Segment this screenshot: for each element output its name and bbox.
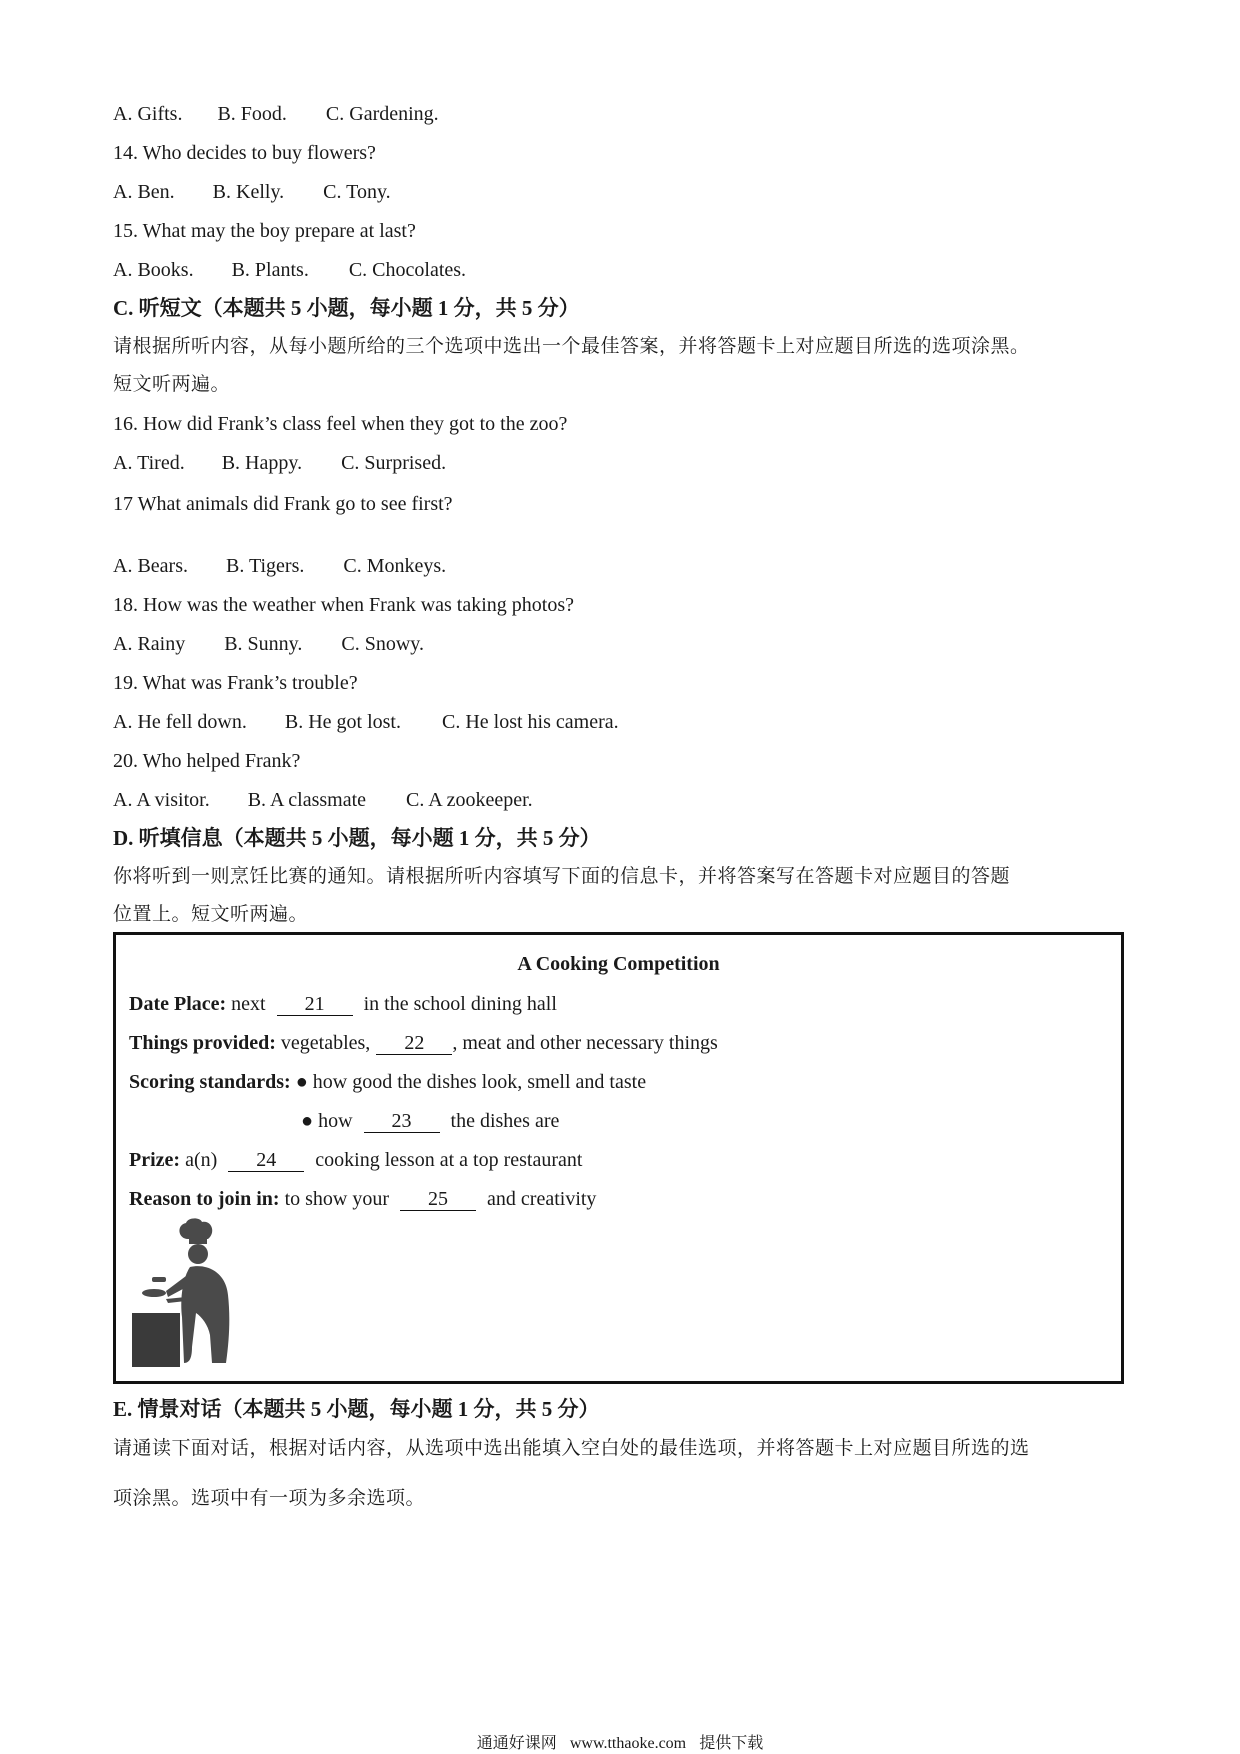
q17-option-a: A. Bears. xyxy=(113,555,188,577)
page-footer xyxy=(0,1730,1240,1753)
q19-option-a: A. He fell down. xyxy=(113,711,247,733)
q20-option-a: A. A visitor. xyxy=(113,789,210,811)
prize-pre: a(n) xyxy=(185,1149,218,1171)
card-row-reason xyxy=(129,1186,596,1212)
q16-option-b: B. Happy. xyxy=(221,452,303,474)
footer-left-text: 通通好课网 xyxy=(476,1733,557,1752)
blank-21: 21 xyxy=(277,993,353,1016)
q19-option-c: C. He lost his camera. xyxy=(441,711,619,733)
things-provided-label: Things provided: xyxy=(129,1032,276,1054)
q18-question: 18. How was the weather when Frank was taking photos? xyxy=(113,594,575,616)
q18-options xyxy=(113,631,424,657)
section-d-instruction-line1: 你将听到一则烹饪比赛的通知。请根据所听内容填写下面的信息卡，并将答案写在答题卡对应题目的答题 xyxy=(113,866,1011,887)
q13-option-a: A. Gifts. xyxy=(113,103,183,125)
section-d-instruction-line2: 位置上。短文听两遍。 xyxy=(113,904,309,925)
scoring-item2-pre: ● how xyxy=(301,1110,353,1132)
q13-options xyxy=(113,101,439,127)
card-row-things-provided xyxy=(129,1030,718,1056)
q16-option-c: C. Surprised. xyxy=(341,452,447,474)
q20-question: 20. Who helped Frank? xyxy=(113,750,301,772)
section-e-instruction-line1: 请通读下面对话，根据对话内容，从选项中选出能填入空白处的最佳选项，并将答题卡上对应题目所选的选 xyxy=(113,1438,1030,1459)
q20-options xyxy=(113,787,533,813)
blank-23: 23 xyxy=(364,1110,440,1133)
reason-label: Reason to join in: xyxy=(129,1188,280,1210)
reason-pre: to show your xyxy=(284,1188,390,1210)
q14-question: 14. Who decides to buy flowers? xyxy=(113,142,376,164)
card-row-scoring-standards xyxy=(129,1069,646,1095)
q17-question: 17 What animals did Frank go to see first? xyxy=(113,493,453,515)
section-c-instruction-line1: 请根据所听内容，从每小题所给的三个选项中选出一个最佳答案，并将答题卡上对应题目所选的选项涂黑。 xyxy=(113,336,1030,357)
card-row-date-place xyxy=(129,991,557,1017)
q15-option-a: A. Books. xyxy=(113,259,194,281)
things-provided-post: , meat and other necessary things xyxy=(452,1032,718,1054)
section-e-instruction-line2: 项涂黑。选项中有一项为多余选项。 xyxy=(113,1488,426,1509)
prize-label: Prize: xyxy=(129,1149,181,1171)
footer-right-text: 提供下载 xyxy=(699,1733,764,1752)
scoring-item2-post: the dishes are xyxy=(450,1110,560,1132)
reason-post: and creativity xyxy=(487,1188,597,1210)
q16-question: 16. How did Frank’s class feel when they got to the zoo? xyxy=(113,413,568,435)
section-c-heading: C. 听短文（本题共 5 小题，每小题 1 分，共 5 分） xyxy=(113,296,580,320)
section-d-heading: D. 听填信息（本题共 5 小题，每小题 1 分，共 5 分） xyxy=(113,826,601,850)
q15-option-b: B. Plants. xyxy=(231,259,309,281)
q17-options xyxy=(113,553,446,579)
q14-option-c: C. Tony. xyxy=(323,181,391,203)
q18-option-c: C. Snowy. xyxy=(341,633,424,655)
q16-option-a: A. Tired. xyxy=(113,452,185,474)
prize-post: cooking lesson at a top restaurant xyxy=(315,1149,583,1171)
q14-options xyxy=(113,179,391,205)
date-place-post: in the school dining hall xyxy=(363,993,557,1015)
q13-option-b: B. Food. xyxy=(217,103,287,125)
scoring-standards-item1: ● how good the dishes look, smell and taste xyxy=(295,1071,647,1093)
q14-option-a: A. Ben. xyxy=(113,181,175,203)
q15-question: 15. What may the boy prepare at last? xyxy=(113,220,416,242)
blank-25: 25 xyxy=(400,1188,476,1211)
q17-option-c: C. Monkeys. xyxy=(343,555,447,577)
q16-options xyxy=(113,450,446,476)
q18-option-b: B. Sunny. xyxy=(224,633,303,655)
cooking-competition-card xyxy=(113,932,1124,1384)
section-c-instruction-line2: 短文听两遍。 xyxy=(113,374,231,395)
blank-22: 22 xyxy=(376,1032,452,1055)
chef-cooking-icon xyxy=(130,1217,248,1369)
q20-option-b: B. A classmate xyxy=(247,789,367,811)
q19-option-b: B. He got lost. xyxy=(284,711,401,733)
card-title: A Cooking Competition xyxy=(517,953,720,975)
section-e-heading: E. 情景对话（本题共 5 小题，每小题 1 分，共 5 分） xyxy=(113,1397,600,1421)
q14-option-b: B. Kelly. xyxy=(212,181,285,203)
date-place-pre: next xyxy=(231,993,266,1015)
q17-option-b: B. Tigers. xyxy=(225,555,305,577)
card-row-prize xyxy=(129,1147,582,1173)
q20-option-c: C. A zookeeper. xyxy=(406,789,533,811)
date-place-label: Date Place: xyxy=(129,993,227,1015)
q19-options xyxy=(113,709,619,735)
blank-24: 24 xyxy=(228,1149,304,1172)
things-provided-pre: vegetables, xyxy=(280,1032,371,1054)
q19-question: 19. What was Frank’s trouble? xyxy=(113,672,358,694)
footer-website-link[interactable]: www.tthaoke.com xyxy=(569,1735,687,1752)
q13-option-c: C. Gardening. xyxy=(325,103,439,125)
q15-option-c: C. Chocolates. xyxy=(348,259,467,281)
q15-options xyxy=(113,257,466,283)
card-row-scoring-item2 xyxy=(301,1108,559,1134)
q18-option-a: A. Rainy xyxy=(113,633,186,655)
scoring-standards-label: Scoring standards: xyxy=(129,1071,291,1093)
